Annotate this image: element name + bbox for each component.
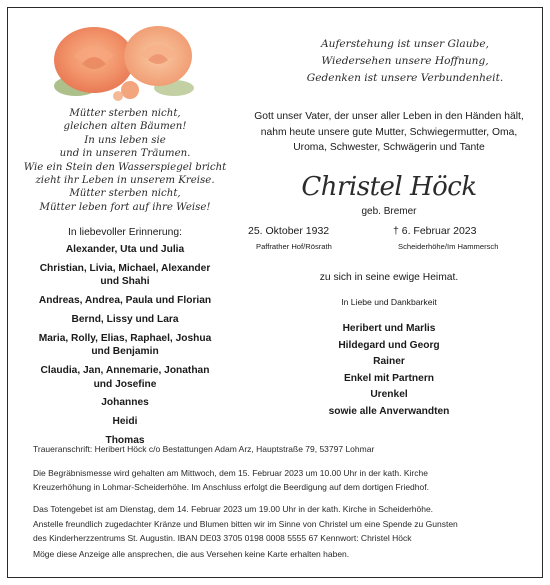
mourner-line: und Josefine <box>93 378 157 390</box>
motto <box>270 36 540 88</box>
death-date: † 6. Februar 2023 <box>393 225 477 237</box>
poem <box>20 107 230 214</box>
mourner <box>20 364 230 391</box>
eternal-home-text: zu sich in seine ewige Heimat. <box>319 272 459 283</box>
mourner <box>20 262 230 289</box>
death-place: Scheiderhöhe/Im Hammersch <box>398 242 499 251</box>
mourner-line: Christian, Livia, Michael, Alexander <box>39 262 211 274</box>
motto-line: Wiedersehen unsere Hoffnung, <box>321 55 489 68</box>
roses-image <box>46 16 206 108</box>
birth-date: 25. Oktober 1932 <box>248 225 330 237</box>
motto-line: Gedenken ist unsere Verbundenheit. <box>306 72 504 85</box>
donation-line: des Kinderherzzentrums St. Augustin. IBAN DE03 3705 0198 0008 5555 67 Kennwort: Christel Höck <box>33 532 412 543</box>
mourner-line: Thomas <box>105 435 145 447</box>
poem-line: Wie ein Stein den Wasserspiegel bricht <box>23 161 227 173</box>
poem-line: Mütter leben fort auf ihre Weise! <box>39 201 211 213</box>
donation-line: Anstelle freundlich zugedachter Kränze und Blumen bitten wir im Sinne von Christel um eine Spende zu Gunsten <box>33 519 458 529</box>
gratitude-label: In Liebe und Dankbarkeit <box>341 297 437 307</box>
poem-line: Mütter sterben nicht, <box>69 188 181 200</box>
memory-label: In liebevoller Erinnerung: <box>68 227 182 238</box>
mourner <box>20 332 230 359</box>
intro-line: nahm heute unsere gute Mutter, Schwiegermutter, Oma, <box>260 126 518 138</box>
mourners-list-left <box>20 243 230 453</box>
mass-line: Kreuzerhöhung in Lohmar-Scheiderhöhe. Im Anschluss erfolgt die Beerdigung auf dem dortigen Friedhof. <box>33 481 429 492</box>
mourner: Heribert und Marlis <box>342 323 436 334</box>
mourner-line: Bernd, Lissy und Lara <box>71 313 179 325</box>
poem-line: zieht ihr Leben in unserem Kreise. <box>35 175 215 187</box>
mourner: Rainer <box>373 356 405 368</box>
intro-line: Uroma, Schwester, Schwägerin und Tante <box>293 142 485 154</box>
mourner <box>20 396 230 410</box>
poem-line: und in unseren Träumen. <box>59 148 191 160</box>
mourner-line: Andreas, Andrea, Paula und Florian <box>38 295 212 307</box>
funeral-mass-info <box>33 467 528 495</box>
poem-line: In uns leben sie <box>84 134 166 146</box>
mourning-address: Traueranschrift: Heribert Höck c/o Bestattungen Adam Arz, Hauptstraße 79, 53797 Lohmar <box>33 444 375 454</box>
intro-line: Gott unser Vater, der unser aller Leben in den Händen hält, <box>254 111 524 122</box>
mourner <box>20 313 230 327</box>
mourner: sowie alle Anverwandten <box>328 405 450 417</box>
mourners-list-right <box>244 321 534 421</box>
mourner <box>20 294 230 308</box>
mourner <box>20 415 230 429</box>
birth-name: geb. Bremer <box>361 206 417 217</box>
closing-note: Möge diese Anzeige alle ansprechen, die aus Versehen keine Karte erhalten haben. <box>33 549 350 559</box>
deceased-name: Christel Höck <box>301 172 477 202</box>
mourner-line: Heidi <box>112 416 138 428</box>
poem-line: gleichen alten Bäumen! <box>63 121 187 133</box>
mourner: Hildegard und Georg <box>338 339 440 351</box>
mourner-line: und Benjamin <box>91 346 159 358</box>
mourner: Enkel mit Partnern <box>343 372 435 384</box>
motto-line: Auferstehung ist unser Glaube, <box>321 38 489 50</box>
birth-place: Paffrather Hof/Rösrath <box>256 242 332 251</box>
mass-line: Die Begräbnismesse wird gehalten am Mittwoch, dem 15. Februar 2023 um 10.00 Uhr in der kath. Kirche <box>33 468 428 478</box>
poem-line: Mütter sterben nicht, <box>69 108 181 119</box>
donation-info <box>33 518 528 546</box>
mourner-line: Johannes <box>101 397 149 409</box>
intro-text <box>244 109 534 156</box>
mourner <box>20 243 230 257</box>
mourner-line: und Shahi <box>100 276 150 288</box>
mourner-line: Alexander, Uta und Julia <box>65 244 185 255</box>
mourner: Urenkel <box>370 389 408 401</box>
mourner-line: Maria, Rolly, Elias, Raphael, Joshua <box>38 332 212 344</box>
prayer-info: Das Totengebet ist am Dienstag, dem 14. Februar 2023 um 19.00 Uhr in der kath. Kirche in Scheiderhöhe. <box>33 504 434 514</box>
mourner-line: Claudia, Jan, Annemarie, Jonathan <box>40 365 210 377</box>
